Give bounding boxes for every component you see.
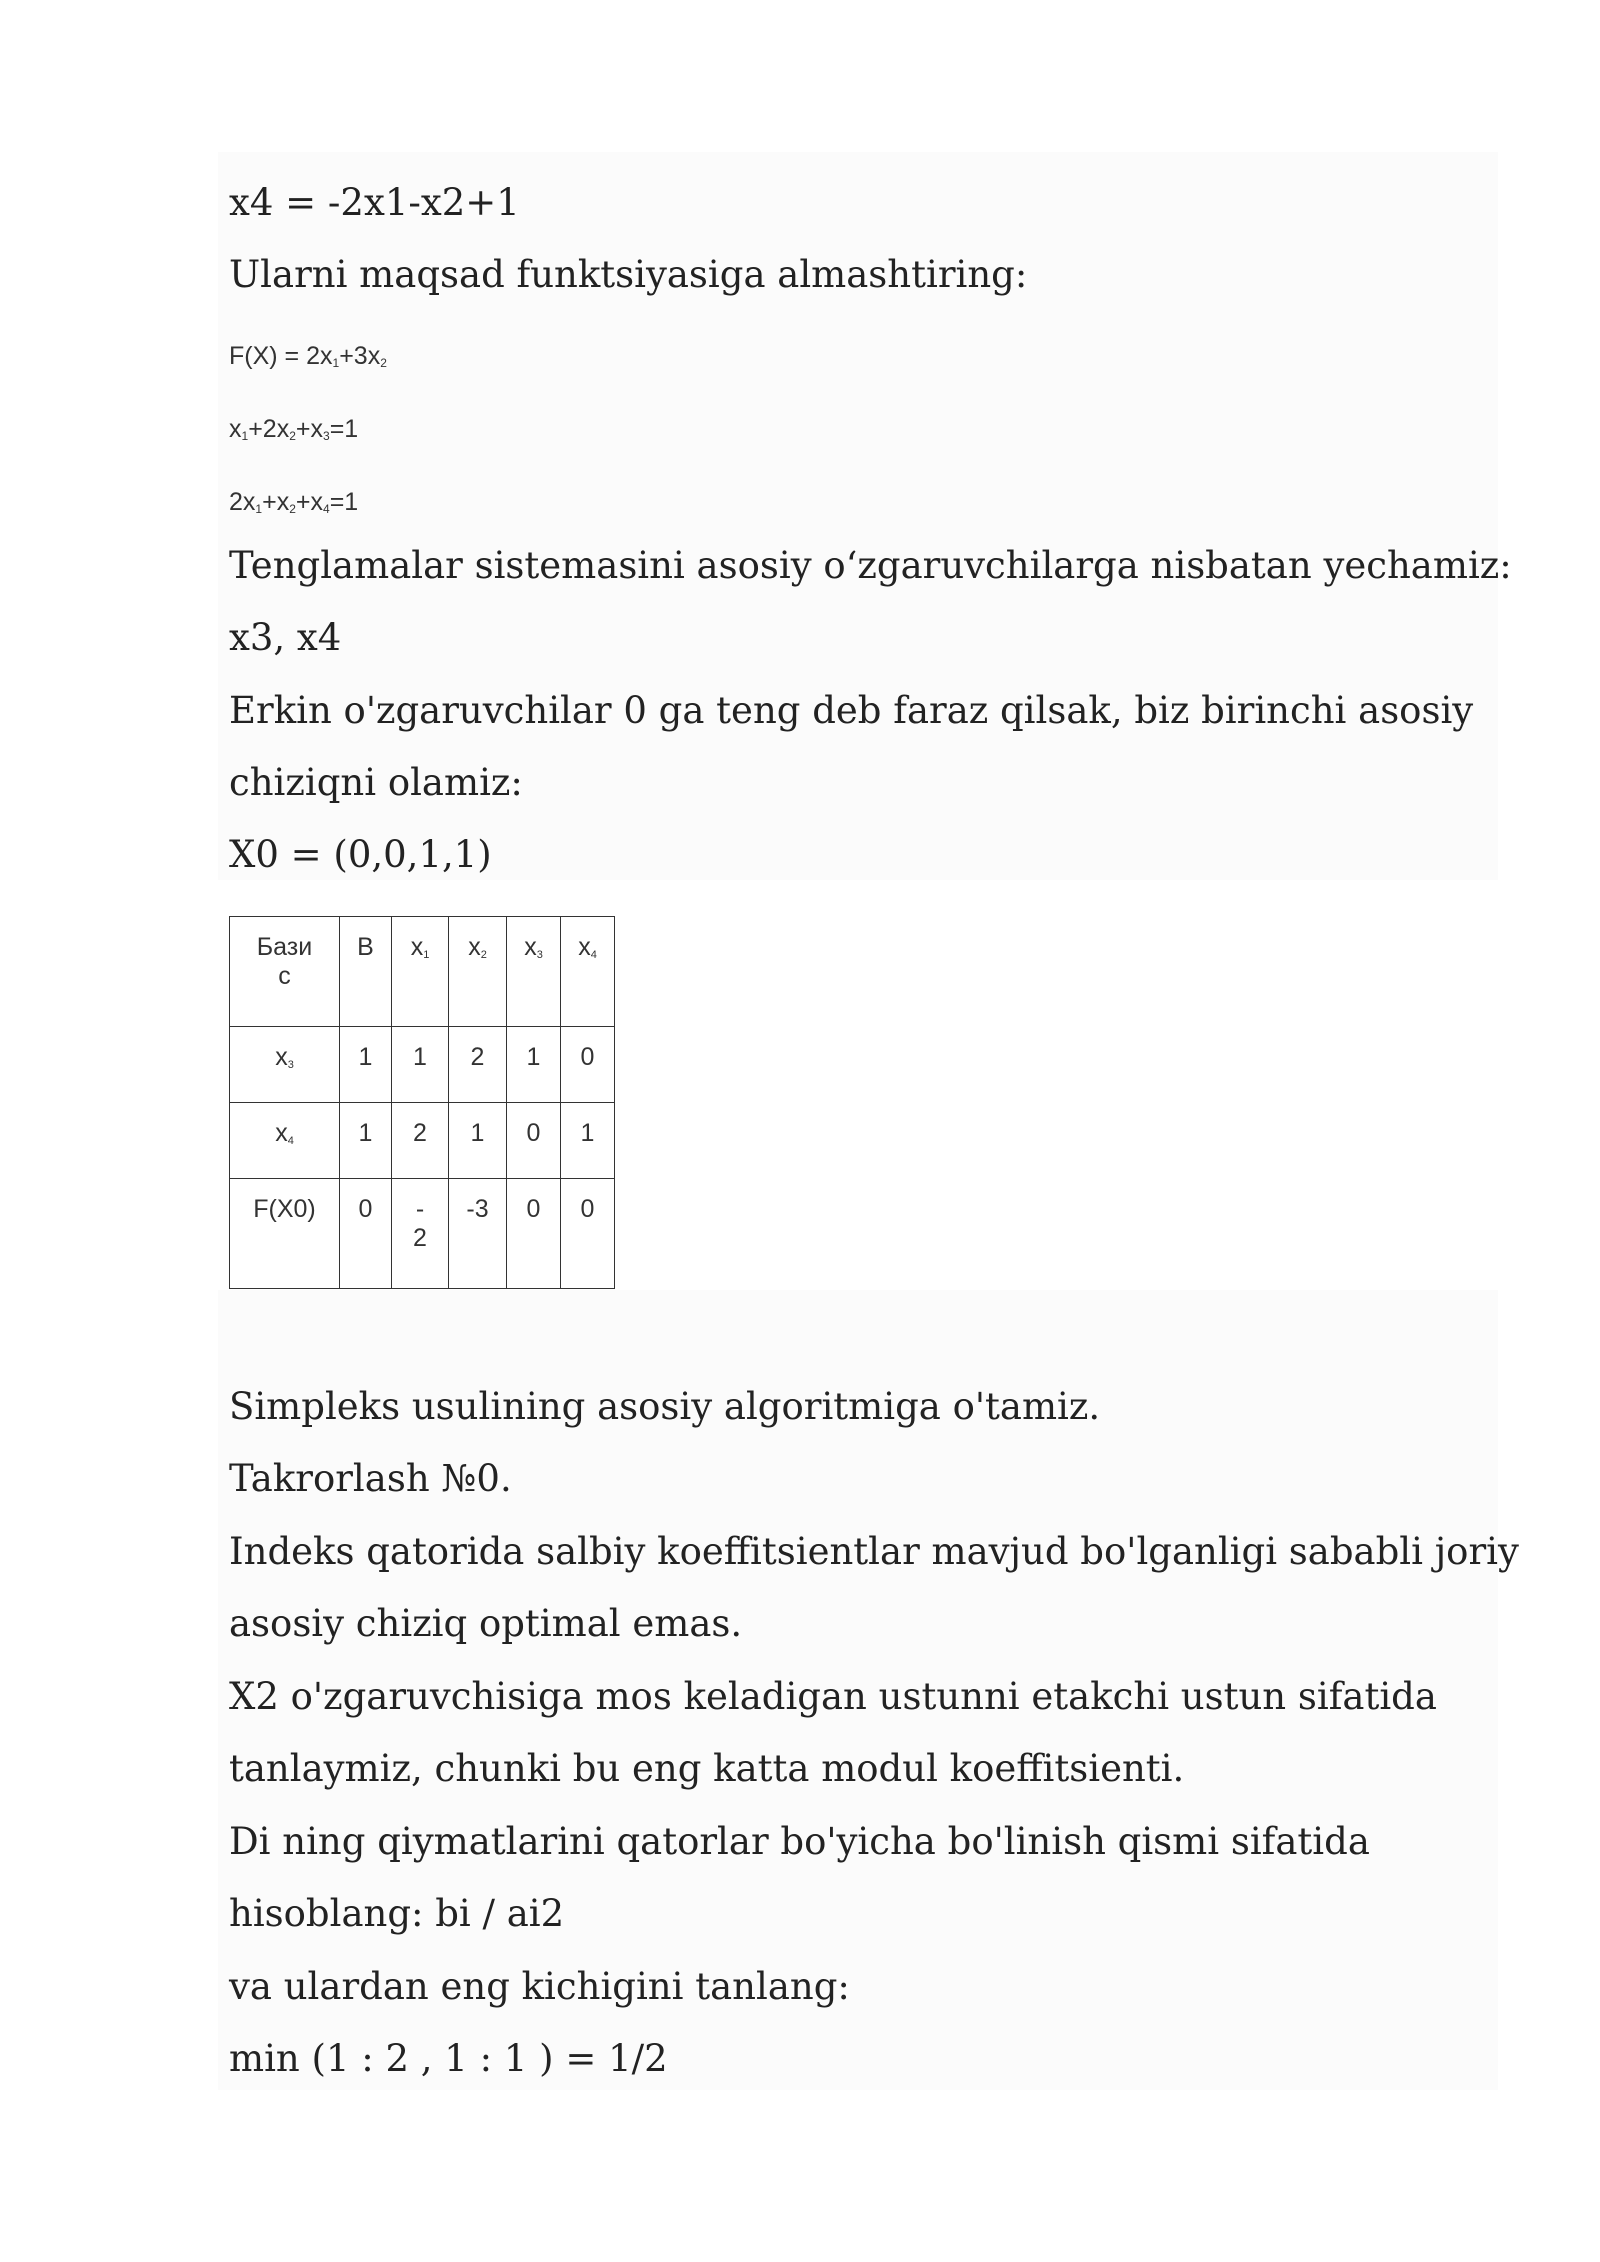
header-basis: Бази с xyxy=(230,917,340,1027)
text-line: Ularni maqsad funktsiyasiga almashtiring: xyxy=(229,253,1028,296)
text-line: va ulardan eng kichigini tanlang: xyxy=(229,1965,850,2008)
table-cell: 1 xyxy=(449,1103,507,1179)
table-cell: 1 xyxy=(561,1103,615,1179)
text-line: hisoblang: bi / ai2 xyxy=(229,1892,565,1935)
simplex-table xyxy=(229,916,615,1289)
table-cell: 1 xyxy=(392,1027,449,1103)
text-line: asosiy chiziq optimal emas. xyxy=(229,1602,743,1645)
row-basis: $x_3$ xyxy=(230,1027,340,1103)
table-cell: 0 xyxy=(507,1179,561,1289)
table-cell: 1 xyxy=(507,1027,561,1103)
table-cell: 0 xyxy=(507,1103,561,1179)
header-x2: $x_2$ xyxy=(449,917,507,1027)
text-line: chiziqni olamiz: xyxy=(229,761,523,804)
header-x1: $x_1$ xyxy=(392,917,449,1027)
min-ratio-result: min (1 : 2 , 1 : 1 ) = 1/2 xyxy=(229,2037,668,2080)
row-basis: $x_4$ xyxy=(230,1103,340,1179)
table-row xyxy=(230,1103,615,1179)
text-line: Di ning qiymatlarini qatorlar bo'yicha bo'linish qismi sifatida xyxy=(229,1820,1370,1863)
iteration-heading: Takrorlash №0. xyxy=(229,1457,512,1500)
row-basis: F(X0) xyxy=(230,1179,340,1289)
text-line: x3, x4 xyxy=(229,616,342,659)
constraint-equation-1: $x_1+2x_2+x_3=1$ xyxy=(229,415,359,443)
table-cell: 0 xyxy=(561,1179,615,1289)
header-x4: $x_4$ xyxy=(561,917,615,1027)
table-cell: -3 xyxy=(449,1179,507,1289)
table-cell: - 2 xyxy=(392,1179,449,1289)
table-cell: 0 xyxy=(561,1027,615,1103)
text-line: Indeks qatorida salbiy koeffitsientlar mavjud bo'lganligi sababli joriy xyxy=(229,1530,1519,1573)
text-line: Erkin o'zgaruvchilar 0 ga teng deb faraz qilsak, biz birinchi asosiy xyxy=(229,689,1474,732)
text-line: tanlaymiz, chunki bu eng katta modul koeffitsienti. xyxy=(229,1747,1185,1790)
equation-x4: x4 = -2x1-x2+1 xyxy=(229,181,520,224)
text-line: X2 o'zgaruvchisiga mos keladigan ustunni etakchi ustun sifatida xyxy=(229,1675,1437,1718)
header-x3: $x_3$ xyxy=(507,917,561,1027)
table-header-row xyxy=(230,917,615,1027)
table-cell: 1 xyxy=(340,1103,392,1179)
text-line: Tenglamalar sistemasini asosiy o‘zgaruvchilarga nisbatan yechamiz: xyxy=(229,544,1512,587)
table-row-objective xyxy=(230,1179,615,1289)
table-row xyxy=(230,1027,615,1103)
table-cell: 2 xyxy=(449,1027,507,1103)
text-line: Simpleks usulining asosiy algoritmiga o'tamiz. xyxy=(229,1385,1101,1428)
table-cell: 2 xyxy=(392,1103,449,1179)
table-cell: 1 xyxy=(340,1027,392,1103)
constraint-equation-2: $2x_1+x_2+x_4=1$ xyxy=(229,488,359,516)
header-b: B xyxy=(340,917,392,1027)
objective-function: $F(X) = 2x_1+3x_2$ xyxy=(229,342,387,370)
table-cell: 0 xyxy=(340,1179,392,1289)
initial-solution: X0 = (0,0,1,1) xyxy=(229,833,492,876)
